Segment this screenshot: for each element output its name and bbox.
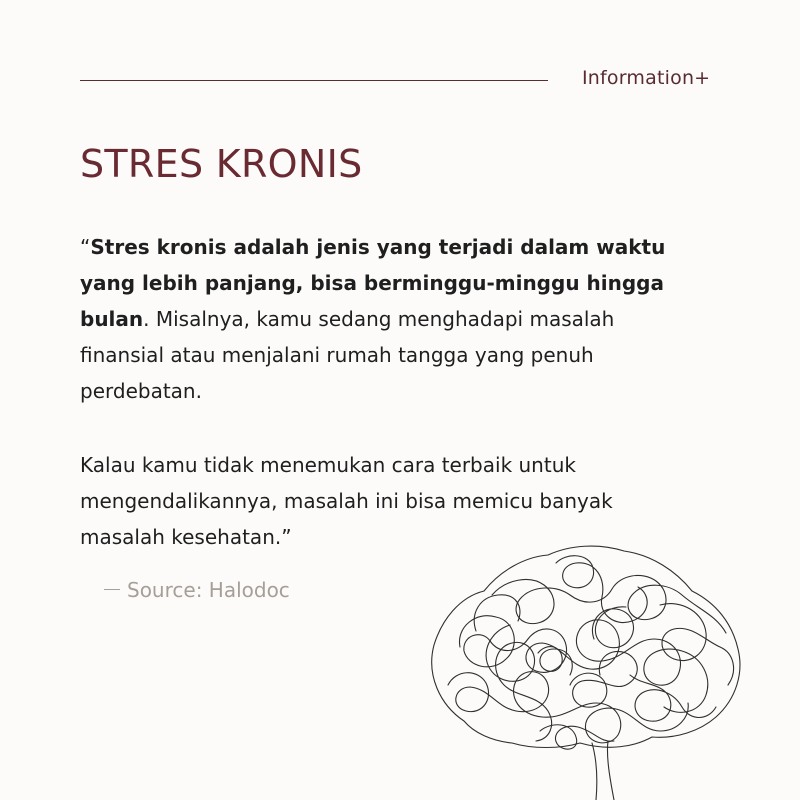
source-dash <box>104 589 120 590</box>
brain-scribble <box>432 546 740 800</box>
brand-label: Information+ <box>582 67 711 89</box>
quote-line-5: perdebatan. <box>80 379 202 403</box>
quote-bold-line-1: Stres kronis adalah jenis yang terjadi dalam waktu <box>90 235 666 259</box>
quote-para2-line-1: Kalau kamu tidak menemukan cara terbaik untuk <box>80 453 576 477</box>
page-title: STRES KRONIS <box>80 142 363 186</box>
quote-open-mark: “ <box>80 235 91 259</box>
brain-line-art-icon <box>420 535 750 800</box>
quote-para2-line-3: masalah kesehatan.” <box>80 525 292 549</box>
quote-line-3-rest: . Misalnya, kamu sedang menghadapi masalah <box>143 307 615 331</box>
quote-bold-line-2: yang lebih panjang, bisa berminggu-minggu hingga <box>80 271 664 295</box>
header-rule <box>80 80 548 81</box>
source-label: Source: Halodoc <box>127 578 290 602</box>
quote-paragraph-1 <box>80 229 720 409</box>
quote-line-4: finansial atau menjalani rumah tangga yang penuh <box>80 343 594 367</box>
quote-para2-line-2: mengendalikannya, masalah ini bisa memicu banyak <box>80 489 613 513</box>
quote-bold-line-3: bulan <box>80 307 144 331</box>
source-credit <box>104 578 290 602</box>
